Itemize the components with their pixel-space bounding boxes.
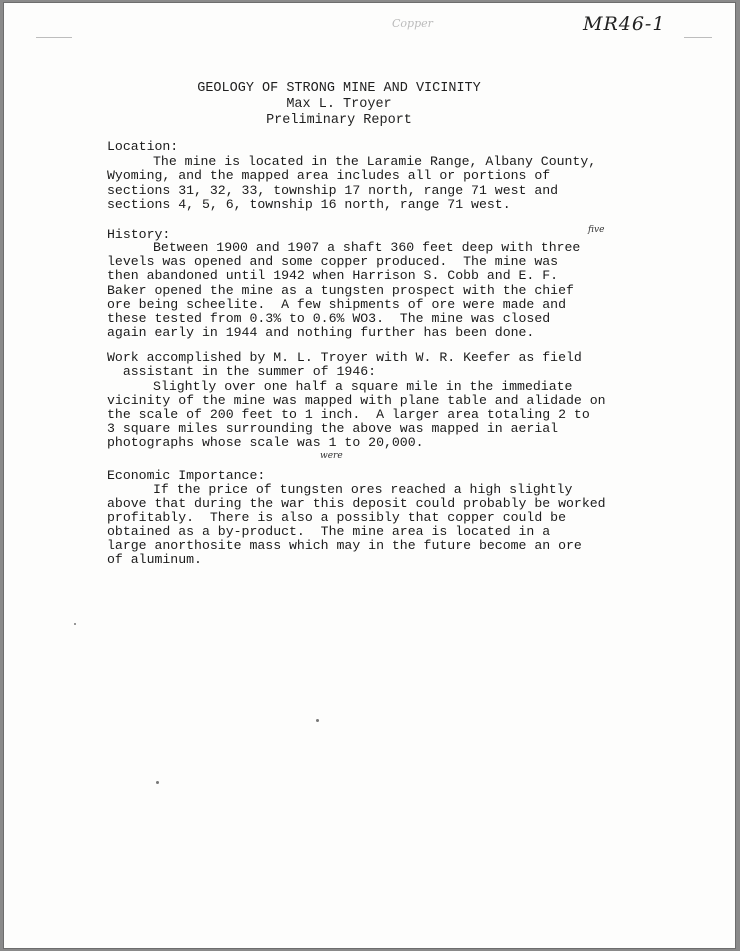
work-line: vicinity of the mine was mapped with plane table and alidade on xyxy=(107,393,606,408)
work-line: photographs whose scale was 1 to 20,000. xyxy=(107,435,424,450)
location-line: Wyoming, and the mapped area includes all or portions of xyxy=(107,168,551,183)
scan-mark xyxy=(36,37,72,38)
history-line: then abandoned until 1942 when Harrison S. Cobb and E. F. xyxy=(107,268,559,283)
handwritten-file-number: MR46-1 xyxy=(583,13,666,35)
location-line: sections 4, 5, 6, township 16 north, range 71 west. xyxy=(107,197,511,212)
document-title: GEOLOGY OF STRONG MINE AND VICINITY xyxy=(197,81,481,96)
work-line: Slightly over one half a square mile in the immediate xyxy=(153,379,573,394)
economic-line: of aluminum. xyxy=(107,552,202,567)
history-line: these tested from 0.3% to 0.6% WO3. The mine was closed xyxy=(107,311,551,326)
economic-line: profitably. There is also a possibly that copper could be xyxy=(107,510,566,525)
handwritten-correction: five xyxy=(588,225,605,235)
scan-speck xyxy=(74,623,76,625)
section-heading-history: History: xyxy=(107,227,171,242)
economic-line: above that during the war this deposit could probably be worked xyxy=(107,496,606,511)
scan-speck xyxy=(316,719,319,722)
handwritten-topic-note: Copper xyxy=(392,17,433,30)
scan-speck xyxy=(156,781,159,784)
location-line: sections 31, 32, 33, township 17 north, range 71 west and xyxy=(107,183,559,198)
history-line: ore being scheelite. A few shipments of ore were made and xyxy=(107,297,566,312)
history-line: levels was opened and some copper produced. The mine was xyxy=(107,254,559,269)
work-line: the scale of 200 feet to 1 inch. A larger area totaling 2 to xyxy=(107,407,590,422)
economic-line: obtained as a by-product. The mine area is located in a xyxy=(107,524,551,539)
document-subtitle: Preliminary Report xyxy=(266,113,412,128)
section-heading-economic: Economic Importance: xyxy=(107,468,266,483)
history-line: again early in 1944 and nothing further has been done. xyxy=(107,325,535,340)
handwritten-correction: were xyxy=(320,451,343,461)
scan-mark xyxy=(684,37,712,38)
economic-line: If the price of tungsten ores reached a high slightly xyxy=(153,482,573,497)
history-line: Between 1900 and 1907 a shaft 360 feet deep with three xyxy=(153,240,581,255)
document-author: Max L. Troyer xyxy=(286,97,392,112)
work-line: 3 square miles surrounding the above was mapped in aerial xyxy=(107,421,559,436)
document-page xyxy=(4,3,735,948)
section-heading-work: assistant in the summer of 1946: xyxy=(107,364,377,379)
economic-line: large anorthosite mass which may in the future become an ore xyxy=(107,538,582,553)
section-heading-work: Work accomplished by M. L. Troyer with W. R. Keefer as field xyxy=(107,350,582,365)
section-heading-location: Location: xyxy=(107,139,179,154)
location-line: The mine is located in the Laramie Range, Albany County, xyxy=(153,154,597,169)
history-line: Baker opened the mine as a tungsten prospect with the chief xyxy=(107,283,574,298)
